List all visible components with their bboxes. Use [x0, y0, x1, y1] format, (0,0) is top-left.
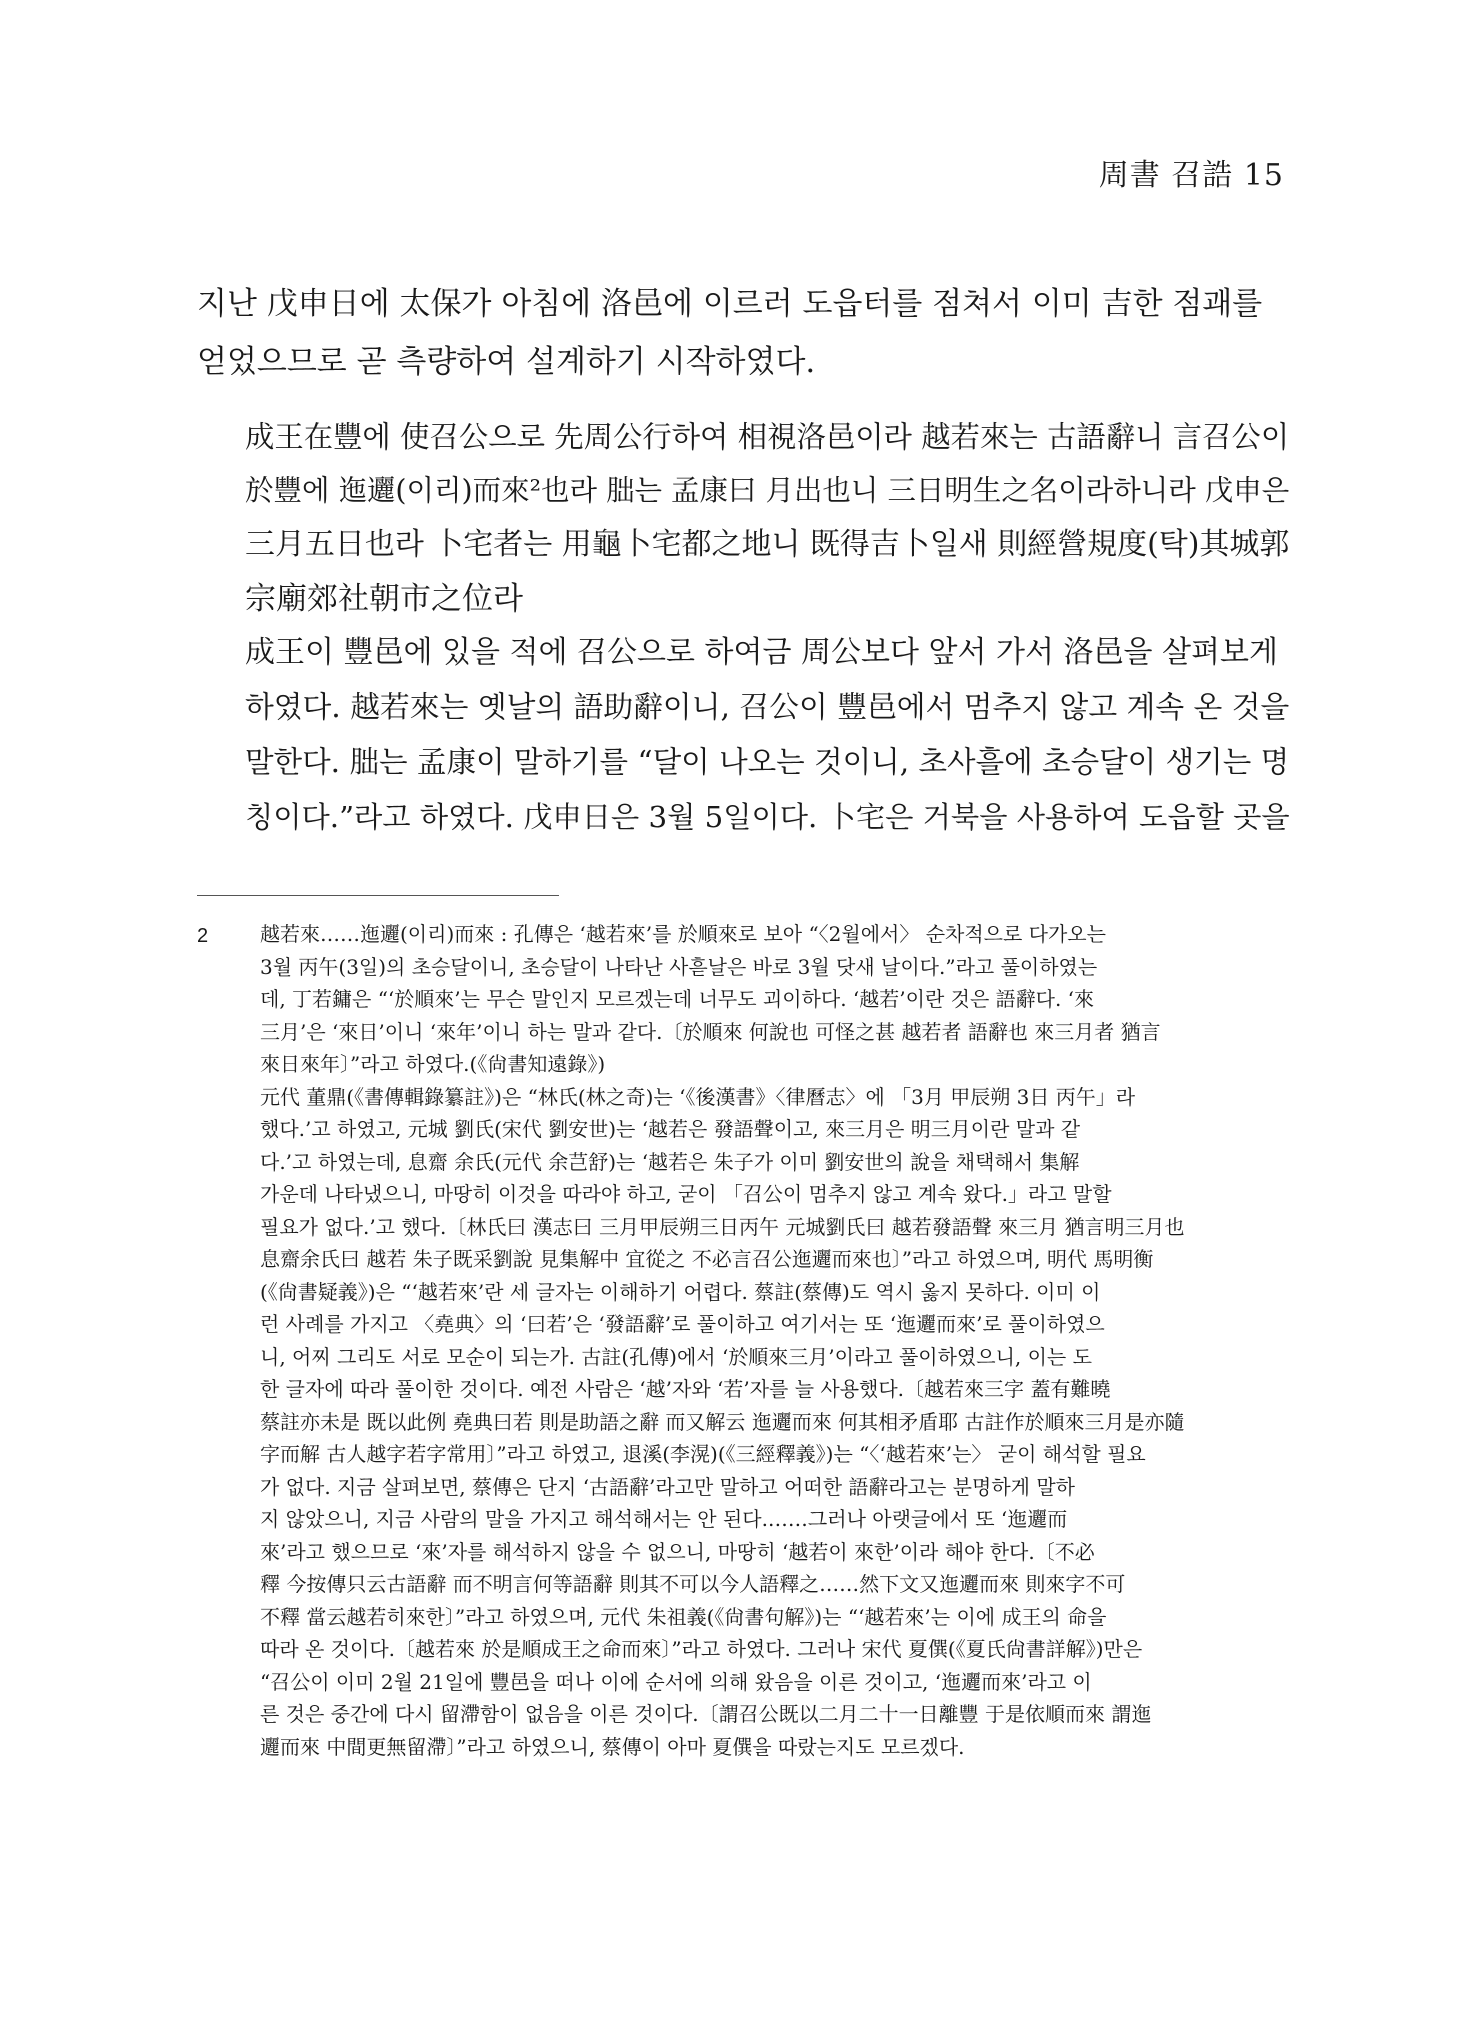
footnote-line: 蔡註亦未是 既以此例 堯典曰若 則是助語之辭 而又解云 迤邐而來 何其相矛盾耶 古註作於順來三月是亦隨 [260, 1409, 1185, 1434]
text-line: 얻었으므로 곧 측량하여 설계하기 시작하였다. [197, 344, 816, 380]
footnote-line: 니, 어찌 그리도 서로 모순이 되는가. 古註(孔傳)에서 ‘於順來三月’이라고 풀이하였으니, 이는 도 [260, 1344, 1092, 1369]
text-line: 말한다. 朏는 孟康이 말하기를 “달이 나오는 것이니, 초사흘에 초승달이 생기는 명 [245, 745, 1290, 779]
running-title: 周書 召誥 15 [1098, 158, 1284, 193]
text-line: 지난 戊申日에 太保가 아침에 洛邑에 이르러 도읍터를 점쳐서 이미 吉한 점괘를 [197, 286, 1263, 322]
text-line: 成王이 豐邑에 있을 적에 召公으로 하여금 周公보다 앞서 가서 洛邑을 살펴보게 [245, 635, 1278, 670]
footnote-line: 越若來……迤邐(이리)而來 : 孔傳은 ‘越若來’를 於順來로 보아 “〈2월에서〉 순차적으로 다가오는 [260, 922, 1106, 946]
footnote-line: 3월 丙午(3일)의 초승달이니, 초승달이 나타난 사흗날은 바로 3월 닷새 날이다.”라고 풀이하였는 [260, 954, 1098, 979]
footnote-line: 지 않았으니, 지금 사람의 말을 가지고 해석해서는 안 된다.……그러나 아랫글에서 또 ‘迤邐而 [260, 1507, 1068, 1531]
text-line: 宗廟郊社朝市之位라 [245, 581, 523, 617]
footnote-line: 字而解 古人越字若字常用〕”라고 하였고, 退溪(李滉)(《三經釋義》)는 “〈‘越若來’는〉 굳이 해석할 필요 [260, 1442, 1146, 1466]
footnote-line: 不釋 當云越若히來한〕”라고 하였으며, 元代 朱祖義(《尙書句解》)는 “‘越若來’는 이에 成王의 命을 [260, 1604, 1107, 1629]
running-header [1099, 150, 1284, 194]
footnote-body [260, 918, 1290, 1763]
footnote-number: 2 [197, 925, 209, 947]
footnote-line: 三月’은 ‘來日’이니 ‘來年’이니 하는 말과 같다.〔於順來 何說也 可怪之甚 越若者 語辭也 來三月者 猶言 [260, 1019, 1161, 1044]
footnote-divider [197, 895, 559, 896]
footnote-line: 필요가 없다.’고 했다.〔林氏曰 漢志曰 三月甲辰朔三日丙午 元城劉氏曰 越若發語聲 來三月 猶言明三月也 [260, 1214, 1185, 1239]
footnote-line: 한 글자에 따라 풀이한 것이다. 예전 사람은 ‘越’자와 ‘若’자를 늘 사용했다.〔越若來三字 蓋有難曉 [260, 1377, 1111, 1401]
footnote-line: “召公이 이미 2월 21일에 豐邑을 떠나 이에 순서에 의해 왔음을 이른 것이고, ‘迤邐而來’라고 이 [260, 1669, 1092, 1694]
footnote-line: 가 없다. 지금 살펴보면, 蔡傳은 단지 ‘古語辭’라고만 말하고 어떠한 語辭라고는 분명하게 말하 [260, 1474, 1075, 1499]
footnote-line: 런 사례를 가지고 〈堯典〉의 ‘曰若’은 ‘發語辭’로 풀이하고 여기서는 또 ‘迤邐而來’로 풀이하였으 [260, 1312, 1105, 1336]
footnote-line: 來’라고 했으므로 ‘來’자를 해석하지 않을 수 없으니, 마땅히 ‘越若이 來한’이라 해야 한다.〔不必 [260, 1539, 1095, 1564]
translation-paragraph [197, 275, 1287, 391]
text-line: 成王在豐에 使召公으로 先周公行하여 相視洛邑이라 越若來는 古語辭니 言召公이 [245, 420, 1290, 454]
footnote-line: 른 것은 중간에 다시 留滯함이 없음을 이른 것이다.〔謂召公既以二月二十一日離豐 于是依順而來 謂迤 [260, 1702, 1152, 1726]
footnote-line: 元代 董鼎(《書傳輯錄纂註》)은 “林氏(林之奇)는 ‘《後漢書》〈律曆志〉에 「3月 甲辰朔 3日 丙午」라 [260, 1084, 1136, 1109]
footnote-line: 來日來年〕”라고 하였다.(《尙書知遠錄》) [260, 1052, 606, 1076]
text-line: 칭이다.”라고 하였다. 戊申日은 3월 5일이다. 卜宅은 거북을 사용하여 도읍할 곳을 [245, 800, 1290, 834]
footnote-line: 邐而來 中間更無留滯〕”라고 하였으니, 蔡傳이 아마 夏僎을 따랐는지도 모르겠다. [260, 1734, 965, 1759]
text-line: 三月五日也라 卜宅者는 用龜卜宅都之地니 既得吉卜일새 則經營規度(탁)其城郭 [245, 527, 1290, 562]
commentary-translation [245, 625, 1295, 845]
footnote-line: 데, 丁若鏞은 “‘於順來’는 무슨 말인지 모르겠는데 너무도 괴이하다. ‘越若’이란 것은 語辭다. ‘來 [260, 987, 1095, 1011]
original-text-block [245, 410, 1295, 626]
footnote-line: 따라 온 것이다.〔越若來 於是順成王之命而來〕”라고 하였다. 그러나 宋代 夏僎(《夏氏尙書詳解》)만은 [260, 1637, 1143, 1661]
footnote-line: 息齋余氏曰 越若 朱子既采劉說 見集解中 宜從之 不必言召公迤邐而來也〕”라고 하였으며, 明代 馬明衡 [260, 1247, 1154, 1271]
footnote-line: (《尙書疑義》)은 “‘越若來’란 세 글자는 이해하기 어렵다. 蔡註(蔡傳)도 역시 옳지 못하다. 이미 이 [260, 1279, 1101, 1304]
footnote-line: 다.’고 하였는데, 息齋 余氏(元代 余芑舒)는 ‘越若은 朱子가 이미 劉安世의 說을 채택해서 集解 [260, 1149, 1080, 1174]
text-line: 하였다. 越若來는 옛날의 語助辭이니, 召公이 豐邑에서 멈추지 않고 계속 온 것을 [245, 690, 1290, 725]
footnote-line: 가운데 나타냈으니, 마땅히 이것을 따라야 하고, 굳이 「召公이 멈추지 않고 계속 왔다.」라고 말할 [260, 1182, 1112, 1206]
text-line: 於豐에 迤邐(이리)而來²也라 朏는 孟康曰 月出也니 三日明生之名이라하니라 戊申은 [245, 474, 1290, 507]
footnote-line: 釋 今按傳只云古語辭 而不明言何等語辭 則其不可以今人語釋之……然下文又迤邐而來 則來字不可 [260, 1572, 1126, 1596]
footnote-line: 했다.’고 하였고, 元城 劉氏(宋代 劉安世)는 ‘越若은 發語聲이고, 來三月은 明三月이란 말과 같 [260, 1117, 1081, 1141]
